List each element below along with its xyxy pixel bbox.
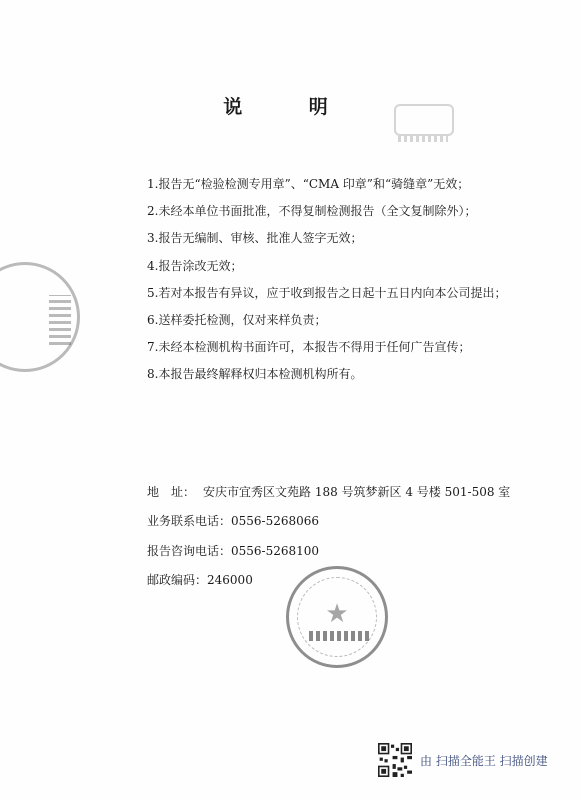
notice-list — [147, 176, 567, 394]
notice-item-6: 6.送样委托检测，仅对来样负责； — [147, 312, 327, 327]
seam-stamp-left — [0, 262, 80, 372]
inquiry-phone-row — [147, 543, 567, 559]
watermark-text: 由 扫描全能王 扫描创建 — [420, 753, 548, 768]
business-phone-row — [147, 513, 567, 529]
postal-code-label: 邮政编码： — [147, 572, 208, 587]
qr-code-icon — [378, 743, 412, 777]
notice-item-7: 7.未经本检测机构书面许可，本报告不得用于任何广告宣传； — [147, 340, 471, 355]
company-seal-stamp — [286, 566, 388, 668]
star-icon: ★ — [325, 599, 349, 629]
notice-item-3: 3.报告无编制、审核、批准人签字无效； — [147, 231, 363, 246]
address-value: 安庆市宜秀区文苑路 188 号筑梦新区 4 号楼 501-508 室 — [203, 485, 511, 499]
business-phone-value: 0556-5268066 — [231, 514, 320, 529]
address-row — [147, 484, 567, 500]
page-title: 说 明 — [223, 96, 358, 118]
scanner-watermark — [378, 742, 548, 778]
notice-item-4: 4.报告涂改无效； — [147, 258, 243, 273]
address-label: 地 址： — [147, 485, 196, 499]
postal-code-value: 246000 — [207, 572, 253, 587]
notice-item-2: 2.未经本单位书面批准，不得复制检测报告（全文复制除外）； — [147, 204, 477, 219]
notice-item-1: 1.报告无“检验检测专用章”、“CMA 印章”和“骑缝章”无效； — [147, 177, 470, 191]
notice-item-8: 8.本报告最终解释权归本检测机构所有。 — [147, 367, 363, 382]
inquiry-phone-value: 0556-5268100 — [231, 543, 320, 558]
inquiry-phone-label: 报告咨询电话： — [147, 543, 232, 558]
business-phone-label: 业务联系电话： — [147, 514, 232, 529]
notice-item-5: 5.若对本报告有异议，应于收到报告之日起十五日内向本公司提出； — [147, 285, 507, 300]
